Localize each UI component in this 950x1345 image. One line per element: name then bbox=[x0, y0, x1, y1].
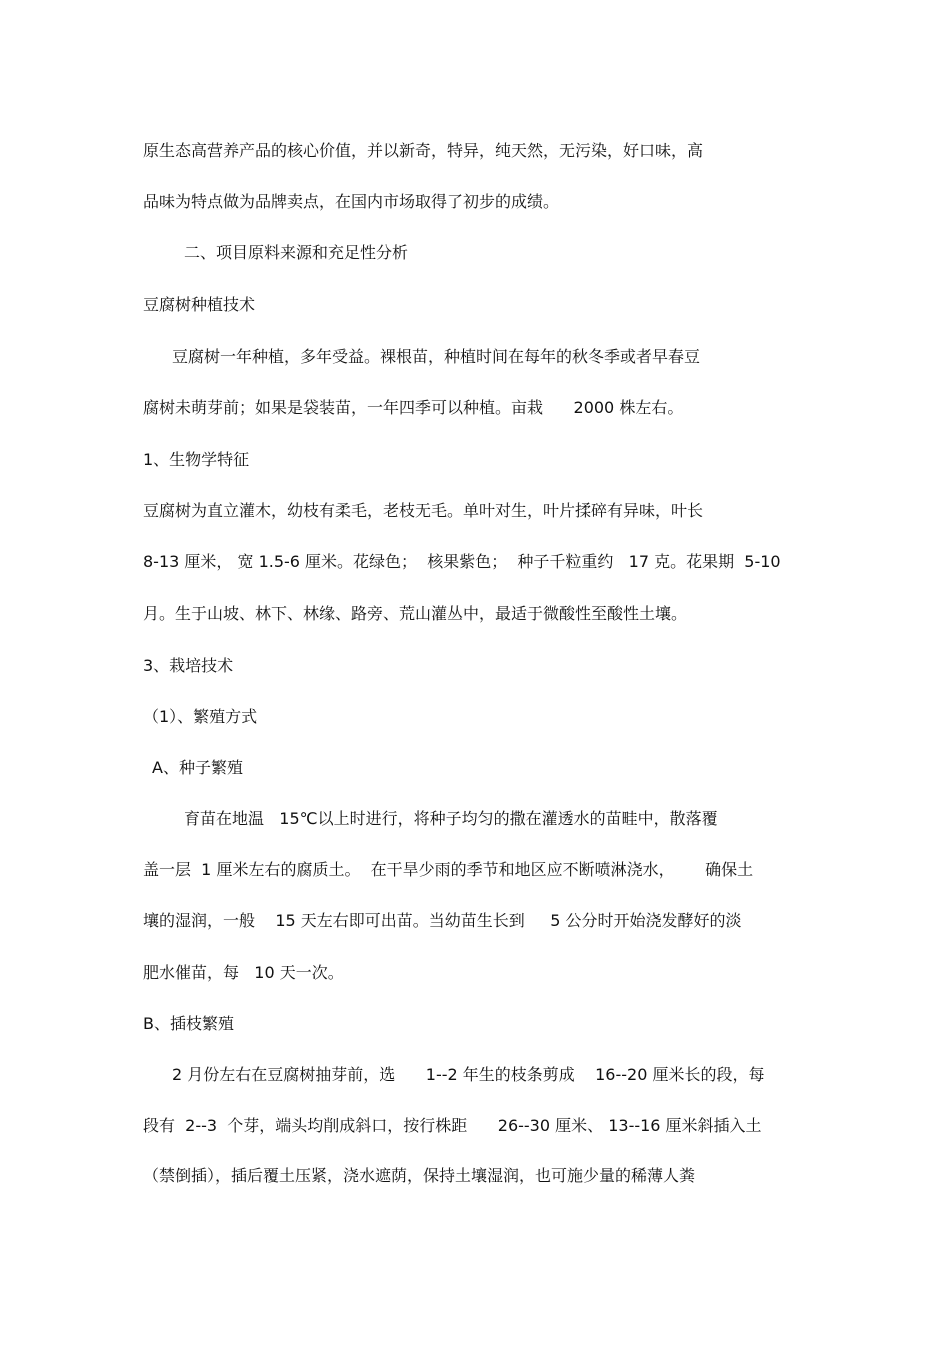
paragraph-line: 盖一层 1 厘米左右的腐质土。 在干旱少雨的季节和地区应不断喷淋浇水， 确保土 bbox=[143, 860, 754, 879]
paragraph-line: 2 月份左右在豆腐树抽芽前，选 1--2 年生的枝条剪成 16--20 厘米长的段，每 bbox=[172, 1065, 765, 1084]
paragraph-line: 品味为特点做为品牌卖点，在国内市场取得了初步的成绩。 bbox=[143, 192, 560, 211]
section-heading: 二、项目原料来源和充足性分析 bbox=[184, 243, 409, 262]
subsection-heading: 豆腐树种植技术 bbox=[143, 295, 256, 314]
paragraph-line: 原生态高营养产品的核心价值，并以新奇，特异，纯天然，无污染，好口味，高 bbox=[143, 141, 704, 160]
paragraph-line: 豆腐树一年种植，多年受益。裸根苗，种植时间在每年的秋冬季或者早春豆 bbox=[172, 347, 701, 366]
paragraph-line: 段有 2--3 个芽，端头均削成斜口，按行株距 26--30 厘米、 13--16 厘米斜插入土 bbox=[143, 1116, 762, 1135]
subsection-heading: 3、栽培技术 bbox=[143, 656, 234, 675]
paragraph-line: 育苗在地温 15℃以上时进行，将种子均匀的撒在灌透水的苗畦中，散落覆 bbox=[184, 809, 718, 828]
paragraph-line: 壤的湿润，一般 15 天左右即可出苗。当幼苗生长到 5 公分时开始浇发酵好的淡 bbox=[143, 911, 742, 930]
paragraph-line: 腐树未萌芽前；如果是袋装苗，一年四季可以种植。亩栽 2000 株左右。 bbox=[143, 398, 684, 417]
subsection-heading: B、插枝繁殖 bbox=[143, 1014, 234, 1033]
paragraph-line: 豆腐树为直立灌木，幼枝有柔毛，老枝无毛。单叶对生，叶片揉碎有异味，叶长 bbox=[143, 501, 704, 520]
paragraph-line: 肥水催苗，每 10 天一次。 bbox=[143, 963, 344, 982]
paragraph-line: （禁倒插），插后覆土压紧，浇水遮荫，保持土壤湿润，也可施少量的稀薄人粪 bbox=[143, 1166, 696, 1185]
subsection-heading: A、种子繁殖 bbox=[152, 758, 243, 777]
paragraph-line: 月。生于山坡、林下、林缘、路旁、荒山灌丛中，最适于微酸性至酸性土壤。 bbox=[143, 604, 688, 623]
paragraph-line: 8-13 厘米， 宽 1.5-6 厘米。花绿色； 核果紫色； 种子千粒重约 17 克。花果期 5-10 bbox=[143, 552, 781, 571]
subsection-heading: 1、生物学特征 bbox=[143, 450, 250, 469]
subsection-heading: （1）、繁殖方式 bbox=[143, 707, 258, 726]
